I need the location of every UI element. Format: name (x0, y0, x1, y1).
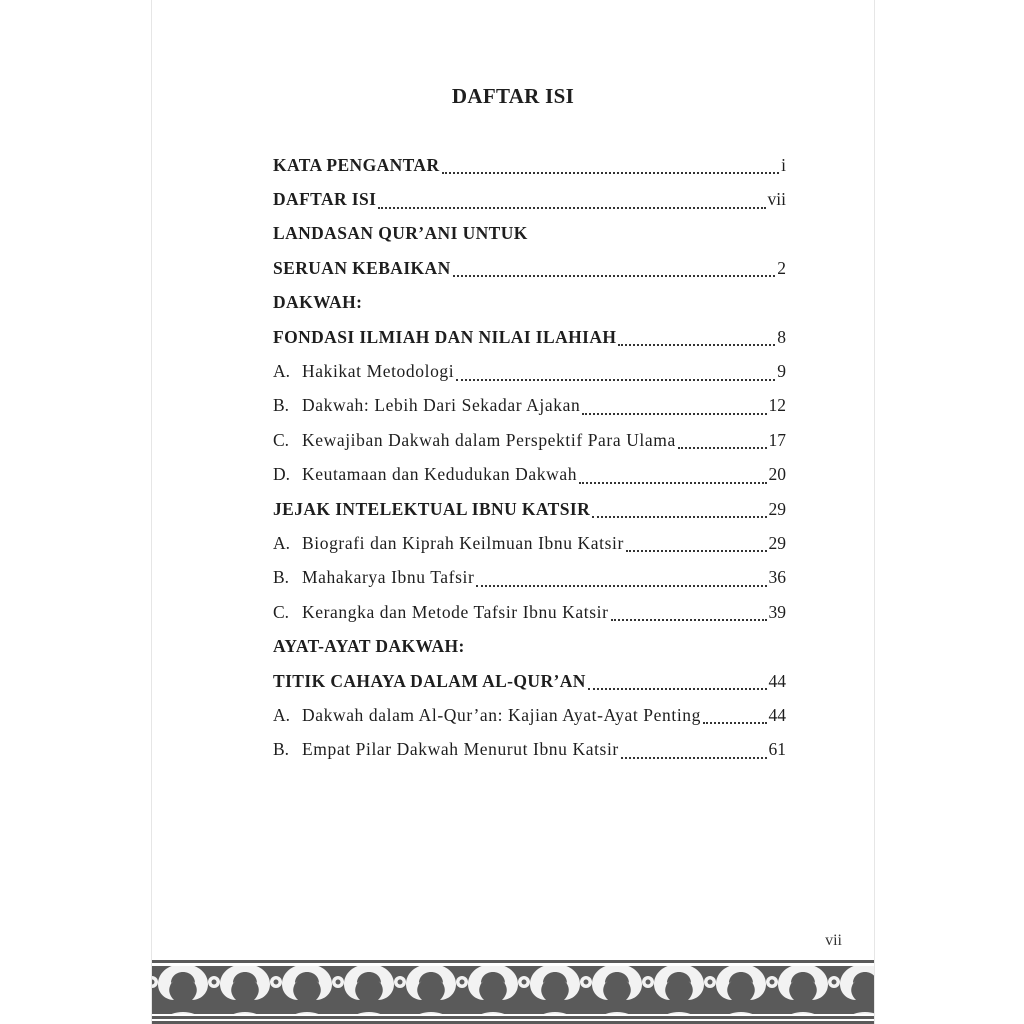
toc-chapter-entry[interactable] (273, 182, 786, 216)
table-of-contents (273, 148, 786, 767)
dot-leader (579, 464, 766, 484)
toc-entry-letter: A. (273, 532, 291, 553)
toc-entry-title: TITIK CAHAYA DALAM AL-QUR’AN (273, 670, 586, 691)
toc-section-entry[interactable] (273, 389, 786, 423)
toc-entry-letter: B. (273, 395, 290, 416)
toc-entry-letter: C. (273, 429, 290, 450)
book-page (151, 0, 875, 1024)
toc-entry-title: DAKWAH: (273, 292, 363, 313)
dot-leader (456, 361, 775, 381)
toc-entry-page: 29 (768, 532, 786, 553)
dot-leader (592, 498, 766, 518)
toc-chapter-entry[interactable] (273, 251, 786, 285)
toc-entry-title: JEJAK INTELEKTUAL IBNU KATSIR (273, 498, 591, 519)
dot-leader (453, 257, 776, 277)
toc-entry-page: 9 (777, 361, 786, 382)
dot-leader (476, 567, 766, 587)
toc-chapter-entry[interactable] (273, 492, 786, 526)
dot-leader (582, 395, 766, 415)
toc-chapter-entry[interactable] (273, 148, 786, 182)
toc-entry-title: Hakikat Metodologi (302, 361, 455, 382)
toc-entry-page: 8 (777, 326, 786, 347)
toc-section-entry[interactable] (273, 458, 786, 492)
toc-entry-letter: A. (273, 704, 291, 725)
toc-section-entry[interactable] (273, 733, 786, 767)
toc-entry-title: Mahakarya Ibnu Tafsir (302, 567, 475, 588)
toc-entry-letter: C. (273, 601, 290, 622)
page-title: DAFTAR ISI (451, 84, 575, 108)
toc-entry-title: DAFTAR ISI (273, 189, 377, 210)
toc-section-entry[interactable] (273, 698, 786, 732)
toc-entry-title: LANDASAN QUR’ANI UNTUK (273, 223, 528, 244)
toc-chapter-entry[interactable] (273, 629, 786, 663)
dot-leader (442, 154, 780, 174)
dot-leader (588, 670, 767, 690)
toc-section-entry[interactable] (273, 595, 786, 629)
page-number: vii (825, 932, 842, 949)
toc-entry-title: Keutamaan dan Kedudukan Dakwah (302, 464, 578, 485)
dot-leader (626, 532, 767, 552)
toc-entry-page: 2 (777, 257, 786, 278)
toc-chapter-entry[interactable] (273, 664, 786, 698)
toc-entry-page: vii (767, 189, 786, 210)
toc-entry-letter: D. (273, 464, 291, 485)
toc-section-entry[interactable] (273, 526, 786, 560)
toc-entry-page: 39 (768, 601, 786, 622)
toc-entry-title: Biografi dan Kiprah Keilmuan Ibnu Katsir (302, 532, 624, 553)
dot-leader (611, 601, 767, 621)
toc-entry-page: 44 (768, 670, 786, 691)
toc-section-entry[interactable] (273, 354, 786, 388)
ornamental-border (152, 958, 874, 1024)
toc-chapter-entry[interactable] (273, 320, 786, 354)
dot-leader (621, 739, 767, 759)
toc-entry-letter: A. (273, 361, 291, 382)
toc-entry-page: 44 (768, 704, 786, 725)
dot-leader (703, 704, 767, 724)
toc-chapter-entry[interactable] (273, 286, 786, 320)
dot-leader (678, 429, 767, 449)
toc-entry-page: i (781, 154, 786, 175)
toc-entry-page: 12 (768, 395, 786, 416)
toc-section-entry[interactable] (273, 561, 786, 595)
toc-chapter-entry[interactable] (273, 217, 786, 251)
toc-entry-title: Empat Pilar Dakwah Menurut Ibnu Katsir (302, 739, 619, 760)
toc-entry-page: 29 (768, 498, 786, 519)
toc-entry-title: KATA PENGANTAR (273, 154, 440, 175)
toc-entry-title: FONDASI ILMIAH DAN NILAI ILAHIAH (273, 326, 617, 347)
toc-entry-title: Dakwah: Lebih Dari Sekadar Ajakan (302, 395, 581, 416)
dot-leader (618, 326, 775, 346)
toc-entry-title: Dakwah dalam Al-Qur’an: Kajian Ayat-Ayat Penting (302, 704, 701, 725)
toc-entry-letter: B. (273, 739, 290, 760)
toc-entry-title: SERUAN KEBAIKAN (273, 257, 451, 278)
toc-entry-title: AYAT-AYAT DAKWAH: (273, 636, 465, 657)
toc-entry-page: 20 (768, 464, 786, 485)
toc-entry-letter: B. (273, 567, 290, 588)
toc-section-entry[interactable] (273, 423, 786, 457)
dot-leader (378, 189, 765, 209)
toc-entry-title: Kerangka dan Metode Tafsir Ibnu Katsir (302, 601, 609, 622)
toc-entry-page: 36 (768, 567, 786, 588)
toc-entry-title: Kewajiban Dakwah dalam Perspektif Para Ulama (302, 429, 676, 450)
toc-entry-page: 17 (768, 429, 786, 450)
toc-entry-page: 61 (768, 739, 786, 760)
